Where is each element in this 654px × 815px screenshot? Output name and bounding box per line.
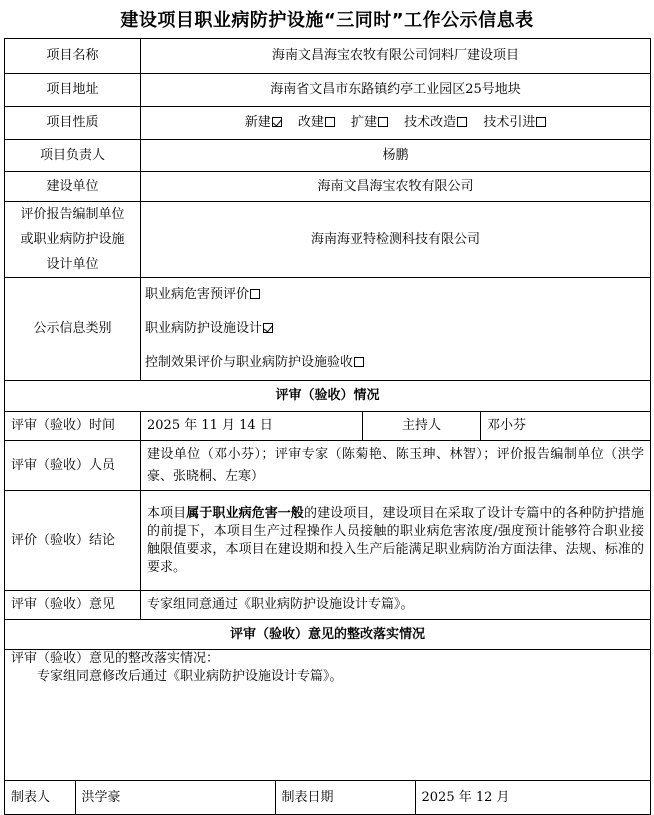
evaluation-unit-value: 海南海亚特检测科技有限公司 [141,202,651,278]
info-category-label: 公示信息类别 [5,278,141,381]
nature-option-tech-import[interactable]: 技术引进 [483,115,546,130]
row-rectification-heading [5,620,651,650]
maker-value: 洪学豪 [75,781,275,814]
nature-option-tech-reform[interactable]: 技术改造 [404,115,467,130]
project-address-label: 项目地址 [5,74,141,107]
maker-label: 制表人 [5,781,75,814]
info-category-options [141,278,651,381]
review-time-value: 2025 年 11 月 14 日 [141,412,363,441]
project-nature-options [141,107,651,140]
row-rectification [5,650,651,781]
row-project-nature [5,107,651,140]
row-project-name [5,39,651,74]
row-info-category [5,278,651,381]
review-conclusion-value: 本项目属于职业病危害一般的建设项目，建设项目在采取了设计专篇中的各种防护措施的前提下，本项目生产过程操作人员接触的职业病危害浓度/强度预计能够符合职业接触限值要求，本项目在建设期和投入生产后能满足职业病防治方面法律、法规、标准的要求。 [141,491,651,591]
row-project-address [5,74,651,107]
project-address-value: 海南省文昌市东路镇约亭工业园区25号地块 [141,74,651,107]
row-construction-unit [5,172,651,202]
host-value: 邓小芬 [481,412,651,441]
page-title: 建设项目职业病防护设施“三同时”工作公示信息表 [120,10,534,31]
checkbox-icon[interactable] [378,117,388,127]
review-conclusion-label: 评价（验收）结论 [5,491,141,591]
row-evaluation-unit [5,202,651,278]
checkbox-icon[interactable] [536,117,546,127]
review-people-value: 建设单位（邓小芬）；评审专家（陈菊艳、陈玉珅、林智）；评价报告编制单位（洪学豪、张晓桐、左寒） [141,441,651,491]
row-project-leader [5,140,651,172]
rectification-line-2: 专家组同意修改后通过《职业病防护设施设计专篇》。 [37,669,343,684]
host-label: 主持人 [363,412,481,441]
rectification-section-heading: 评审（验收）意见的整改落实情况 [5,620,651,650]
row-review-conclusion [5,491,651,591]
row-review-people [5,441,651,491]
nature-option-expand[interactable]: 扩建 [351,115,388,130]
project-nature-label: 项目性质 [5,107,141,140]
rectification-content [5,650,651,781]
review-section-heading: 评审（验收）情况 [5,381,651,412]
checkbox-icon[interactable] [457,117,467,127]
review-people-label: 评审（验收）人员 [5,441,141,491]
construction-unit-label: 建设单位 [5,172,141,202]
review-time-label: 评审（验收）时间 [5,412,141,441]
row-review-time [5,412,651,441]
date-value: 2025 年 12 月 [421,789,510,805]
date-label: 制表日期 [275,781,415,814]
nature-option-rebuild[interactable]: 改建 [298,115,335,130]
project-leader-value: 杨鹏 [141,140,651,172]
checked-box-icon[interactable] [272,117,282,127]
row-footer [5,781,651,815]
evaluation-unit-label: 评价报告编制单位 或职业病防护设施 设计单位 [5,202,141,278]
review-opinion-value: 专家组同意通过《职业病防护设施设计专篇》。 [141,591,651,620]
review-opinion-label: 评审（验收）意见 [5,591,141,620]
project-leader-label: 项目负责人 [5,140,141,172]
construction-unit-value: 海南文昌海宝农牧有限公司 [141,172,651,202]
info-table [4,38,651,815]
project-name-label: 项目名称 [5,39,141,74]
nature-option-new[interactable]: 新建 [245,115,282,130]
project-name-value: 海南文昌海宝农牧有限公司饲料厂建设项目 [141,39,651,74]
category-option-control-eval[interactable]: 控制效果评价与职业病防护设施验收 [145,346,644,380]
checked-box-icon[interactable] [263,323,273,333]
category-option-design[interactable]: 职业病防护设施设计 [145,312,644,346]
checkbox-icon[interactable] [354,357,364,367]
row-review-opinion [5,591,651,620]
row-review-heading [5,381,651,412]
checkbox-icon[interactable] [325,117,335,127]
rectification-line-1: 评审（验收）意见的整改落实情况： [11,651,220,666]
checkbox-icon[interactable] [250,289,260,299]
category-option-pre-eval[interactable]: 职业病危害预评价 [145,278,644,312]
